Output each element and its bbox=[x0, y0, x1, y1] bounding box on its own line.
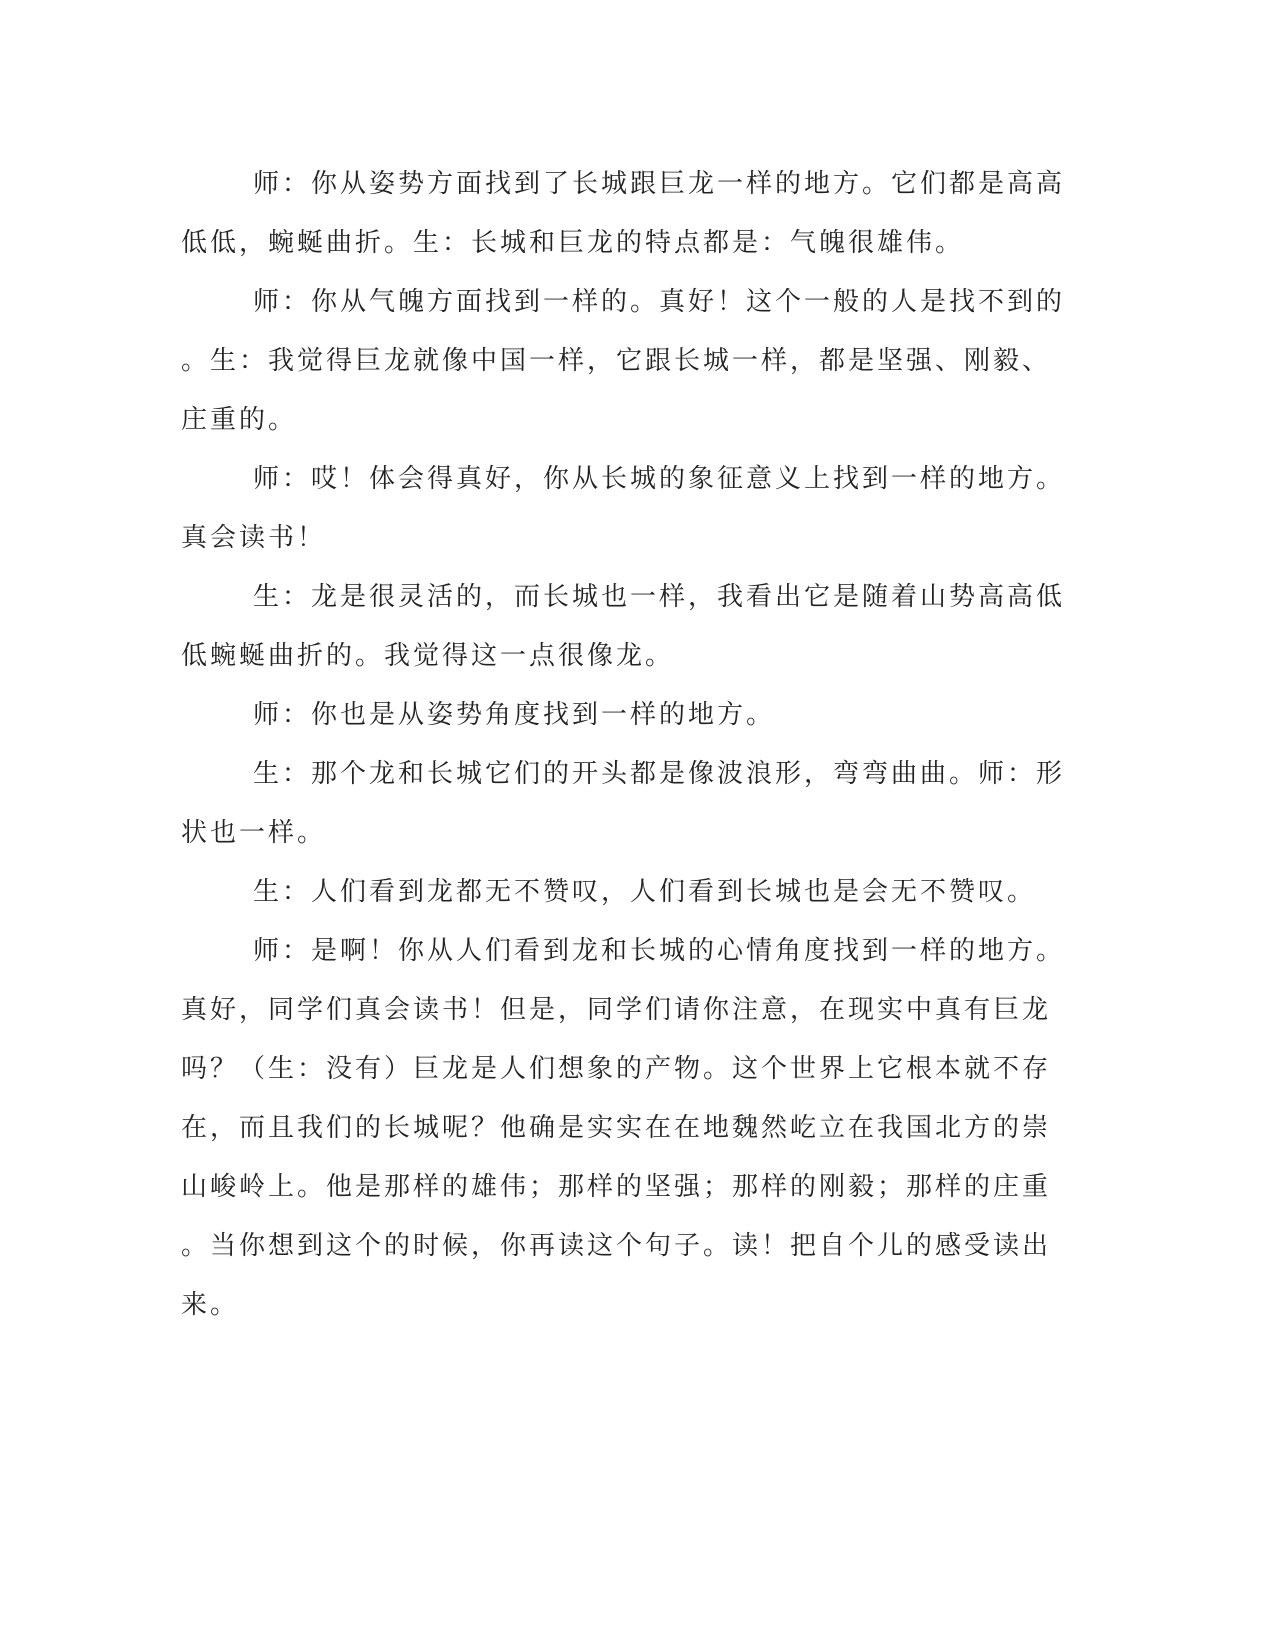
text-line: 生：龙是很灵活的，而长城也一样，我看出它是随着山势高高低 bbox=[253, 582, 1066, 612]
text-line: 师：你从气魄方面找到一样的。真好！这个一般的人是找不到的 bbox=[253, 287, 1066, 317]
text-line: 状也一样。 bbox=[181, 818, 327, 848]
text-line: 山峻岭上。他是那样的雄伟；那样的坚强；那样的刚毅；那样的庄重 bbox=[181, 1172, 1052, 1202]
text-line: 。生：我觉得巨龙就像中国一样，它跟长城一样，都是坚强、刚毅、 bbox=[181, 346, 1052, 376]
dialogue-body bbox=[181, 155, 1066, 1335]
text-line: 生：那个龙和长城它们的开头都是像波浪形，弯弯曲曲。师：形 bbox=[253, 759, 1066, 789]
text-line: 师：你从姿势方面找到了长城跟巨龙一样的地方。它们都是高高 bbox=[253, 169, 1066, 199]
text-line: 吗？（生：没有）巨龙是人们想象的产物。这个世界上它根本就不存 bbox=[181, 1054, 1052, 1084]
text-line: 师：是啊！你从人们看到龙和长城的心情角度找到一样的地方。 bbox=[253, 936, 1066, 966]
text-line: 生：人们看到龙都无不赞叹，人们看到长城也是会无不赞叹。 bbox=[253, 877, 1037, 907]
text-line: 低低，蜿蜒曲折。生：长城和巨龙的特点都是：气魄很雄伟。 bbox=[181, 228, 965, 258]
text-line: 。当你想到这个的时候，你再读这个句子。读！把自个儿的感受读出 bbox=[181, 1231, 1052, 1261]
text-line: 来。 bbox=[181, 1290, 240, 1320]
text-line: 真好，同学们真会读书！但是，同学们请你注意，在现实中真有巨龙 bbox=[181, 995, 1052, 1025]
text-line: 师：哎！体会得真好，你从长城的象征意义上找到一样的地方。 bbox=[253, 464, 1066, 494]
text-line: 低蜿蜒曲折的。我觉得这一点很像龙。 bbox=[181, 641, 675, 671]
text-line: 在，而且我们的长城呢？他确是实实在在地魏然屹立在我国北方的崇 bbox=[181, 1113, 1052, 1143]
text-line: 师：你也是从姿势角度找到一样的地方。 bbox=[253, 700, 776, 730]
text-line: 庄重的。 bbox=[181, 405, 298, 435]
text-line: 真会读书！ bbox=[181, 523, 327, 553]
